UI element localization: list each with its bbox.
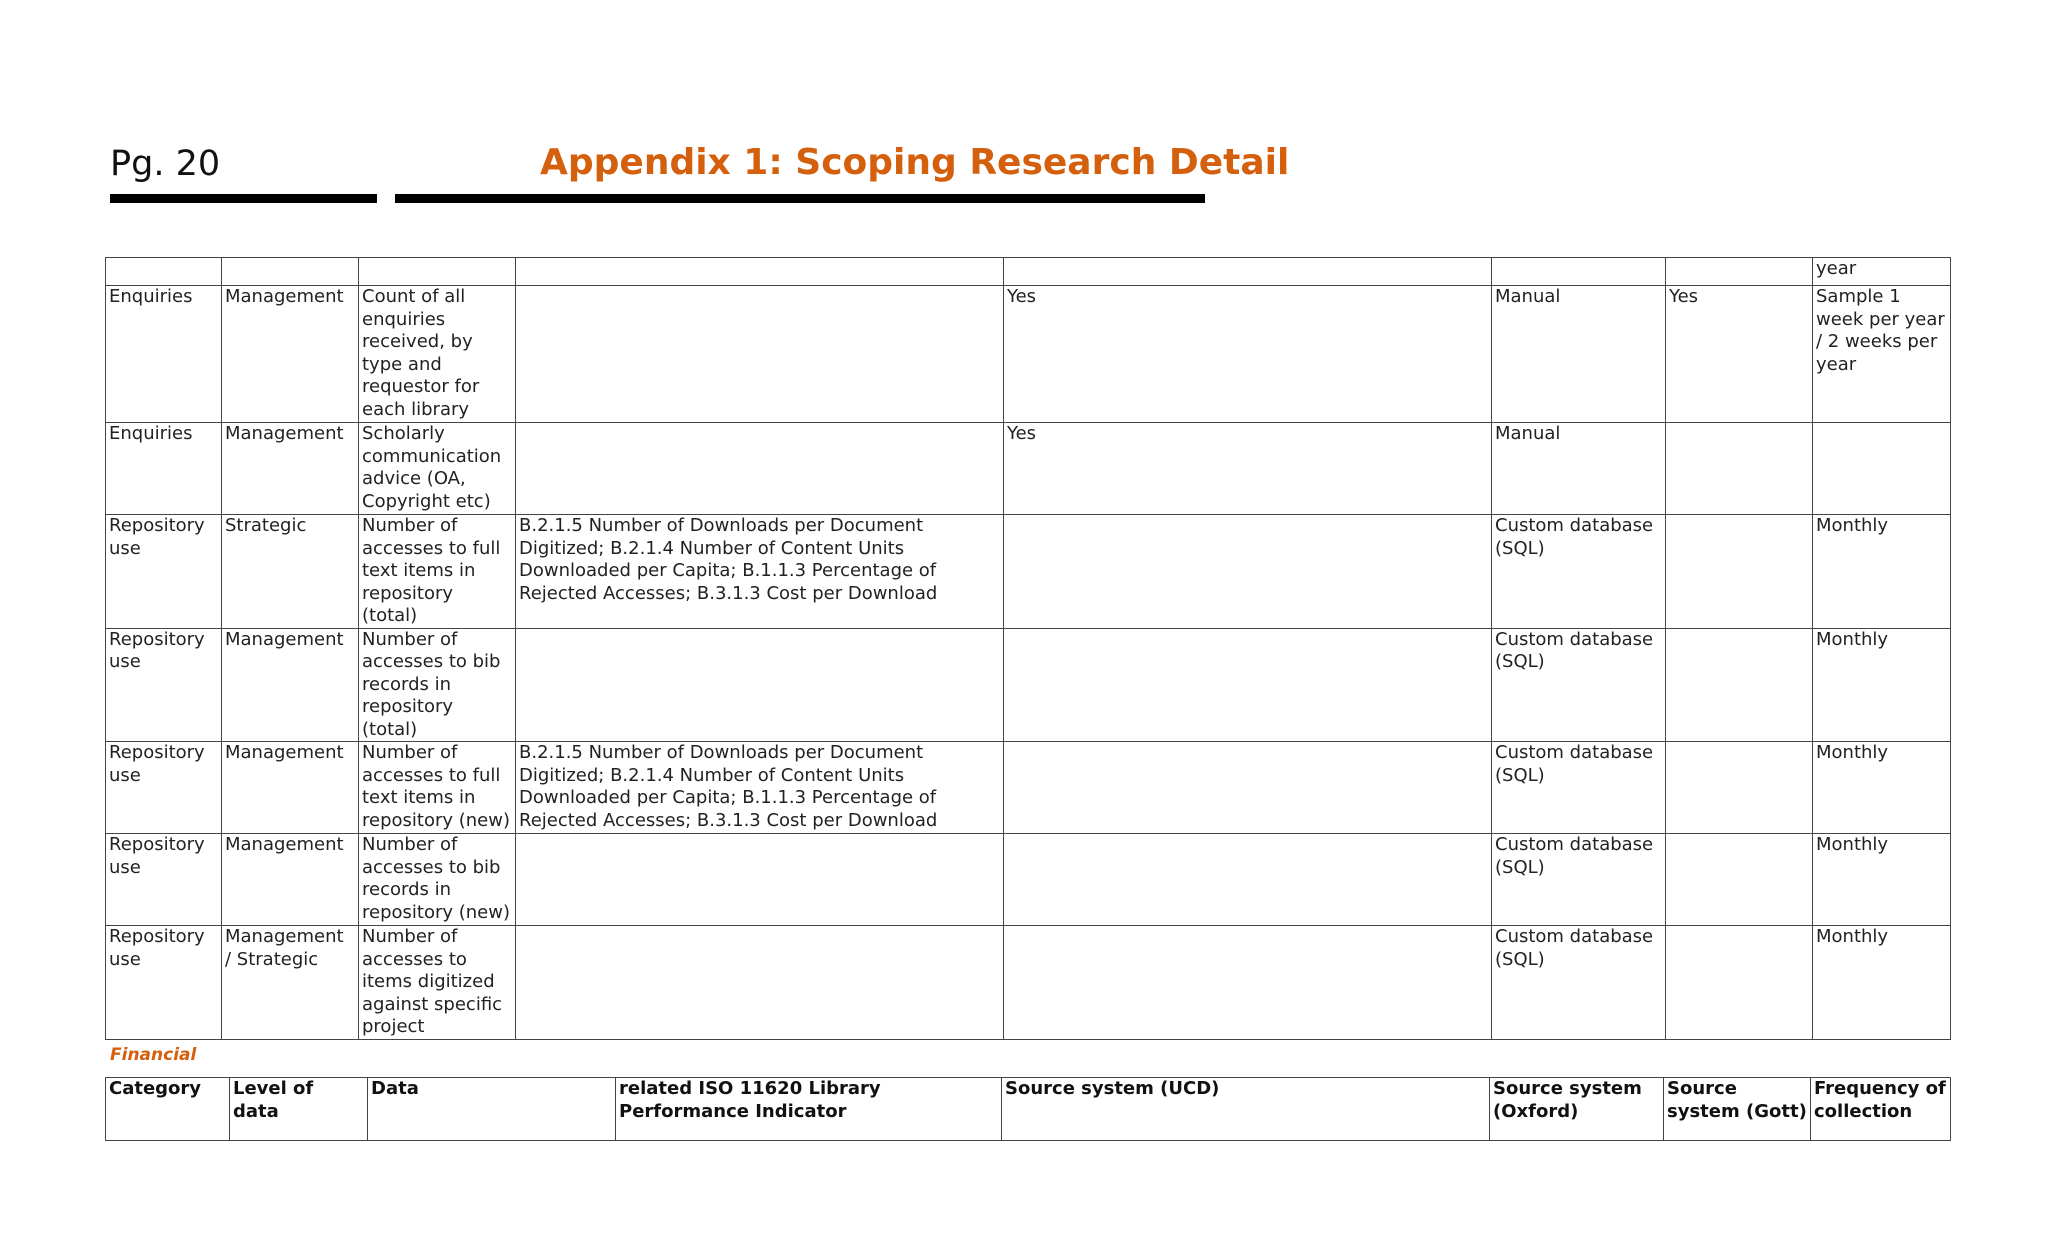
table-cell: Management <box>222 742 359 834</box>
table-cell <box>1004 628 1492 742</box>
title-underline <box>395 194 1205 203</box>
header-cell: related ISO 11620 Library Performance Indicator <box>616 1078 1002 1141</box>
table-cell: Monthly <box>1813 515 1951 629</box>
table-cell: Number of accesses to full text items in repository (total) <box>359 515 516 629</box>
table-cell: Monthly <box>1813 926 1951 1040</box>
table-cell: Monthly <box>1813 628 1951 742</box>
header-cell: Frequency of collection <box>1811 1078 1951 1141</box>
table-cell: Scholarly communication advice (OA, Copyright etc) <box>359 423 516 515</box>
table-cell <box>222 258 359 286</box>
table-cell <box>359 258 516 286</box>
table-cell: Repository use <box>106 742 222 834</box>
table-cell: Repository use <box>106 515 222 629</box>
table-cell: Custom database (SQL) <box>1492 834 1666 926</box>
table-cell <box>1666 926 1813 1040</box>
header-cell: Data <box>368 1078 616 1141</box>
table-cell: Custom database (SQL) <box>1492 742 1666 834</box>
table-cell: Repository use <box>106 628 222 742</box>
table-row <box>106 258 1951 286</box>
table-cell <box>106 258 222 286</box>
table-cell <box>516 423 1004 515</box>
table-cell: Sample 1 week per year / 2 weeks per year <box>1813 286 1951 423</box>
table-cell: Enquiries <box>106 423 222 515</box>
table-row <box>106 286 1951 423</box>
table-cell: Number of accesses to bib records in repository (new) <box>359 834 516 926</box>
table-cell <box>1492 258 1666 286</box>
table-cell: Management <box>222 286 359 423</box>
table-cell: Monthly <box>1813 834 1951 926</box>
table-cell: Yes <box>1004 423 1492 515</box>
table-cell: Manual <box>1492 286 1666 423</box>
table-row <box>106 742 1951 834</box>
table-cell <box>1004 515 1492 629</box>
table-cell: B.2.1.5 Number of Downloads per Document Digitized; B.2.1.4 Number of Content Units Downloaded per Capita; B.1.1.3 Percentage of Rejected Accesses; B.3.1.3 Cost per Download <box>516 742 1004 834</box>
table-cell <box>1666 628 1813 742</box>
table-cell <box>516 834 1004 926</box>
table-cell <box>1666 423 1813 515</box>
table-cell <box>1666 742 1813 834</box>
table-cell <box>516 628 1004 742</box>
table-cell: B.2.1.5 Number of Downloads per Document Digitized; B.2.1.4 Number of Content Units Downloaded per Capita; B.1.1.3 Percentage of Rejected Accesses; B.3.1.3 Cost per Download <box>516 515 1004 629</box>
financial-header-row <box>106 1078 1951 1141</box>
table-cell: Management <box>222 834 359 926</box>
table-cell: year <box>1813 258 1951 286</box>
table-cell: Monthly <box>1813 742 1951 834</box>
page-title: Appendix 1: Scoping Research Detail <box>540 142 1290 183</box>
header-cell: Source system (Gott) <box>1664 1078 1811 1141</box>
table-cell: Yes <box>1004 286 1492 423</box>
page-number: Pg. 20 <box>110 144 221 184</box>
table-cell: Strategic <box>222 515 359 629</box>
table-cell <box>1004 926 1492 1040</box>
table-cell: Enquiries <box>106 286 222 423</box>
table-cell: Management <box>222 423 359 515</box>
table-cell <box>1666 258 1813 286</box>
table-cell <box>1004 834 1492 926</box>
header-cell: Level of data <box>230 1078 368 1141</box>
table-cell: Yes <box>1666 286 1813 423</box>
table-cell <box>1666 515 1813 629</box>
table-cell: Repository use <box>106 926 222 1040</box>
table-cell: Custom database (SQL) <box>1492 628 1666 742</box>
table-cell <box>1004 742 1492 834</box>
table-cell <box>1813 423 1951 515</box>
table-row <box>106 628 1951 742</box>
table-row <box>106 515 1951 629</box>
table-cell: Custom database (SQL) <box>1492 515 1666 629</box>
header-cell: Source system (Oxford) <box>1490 1078 1664 1141</box>
table-cell: Repository use <box>106 834 222 926</box>
table-cell <box>1004 258 1492 286</box>
table-cell: Number of accesses to full text items in repository (new) <box>359 742 516 834</box>
table-cell: Count of all enquiries received, by type and requestor for each library <box>359 286 516 423</box>
header-cell: Category <box>106 1078 230 1141</box>
table-row <box>106 423 1951 515</box>
table-cell <box>516 286 1004 423</box>
financial-table <box>105 1077 1951 1141</box>
table-row <box>106 926 1951 1040</box>
table-cell <box>516 926 1004 1040</box>
table-cell: Management / Strategic <box>222 926 359 1040</box>
table-cell: Management <box>222 628 359 742</box>
metrics-table <box>105 257 1951 1040</box>
table-cell: Number of accesses to bib records in repository (total) <box>359 628 516 742</box>
financial-section-heading: Financial <box>110 1045 197 1065</box>
table-cell: Number of accesses to items digitized against specific project <box>359 926 516 1040</box>
table-cell <box>1666 834 1813 926</box>
table-cell: Custom database (SQL) <box>1492 926 1666 1040</box>
table-cell <box>516 258 1004 286</box>
table-row <box>106 834 1951 926</box>
page-number-underline <box>110 194 377 203</box>
table-cell: Manual <box>1492 423 1666 515</box>
header-cell: Source system (UCD) <box>1002 1078 1490 1141</box>
